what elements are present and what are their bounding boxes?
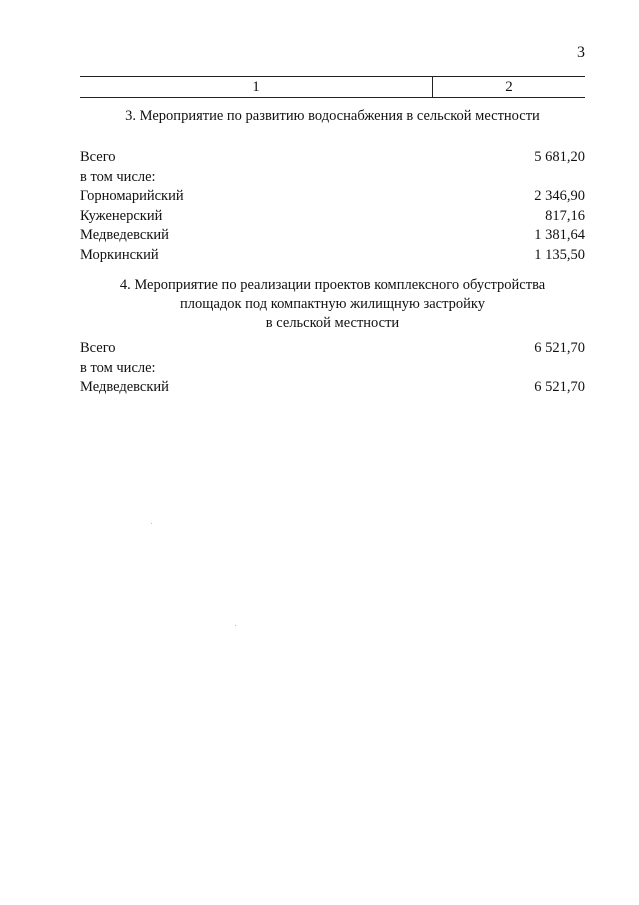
- table-row: [80, 168, 585, 188]
- row-label: Медведевский: [80, 379, 169, 395]
- table-row: [80, 246, 585, 266]
- row-value: 1 381,64: [534, 227, 585, 243]
- row-value: 2 346,90: [534, 188, 585, 204]
- row-value: 1 135,50: [534, 246, 585, 263]
- table-row: [80, 359, 585, 379]
- row-label: Моркинский: [80, 246, 159, 263]
- row-value: 5 681,20: [534, 149, 585, 165]
- table-row: [80, 187, 585, 207]
- section-title-line: площадок под компактную жилищную застройку: [180, 296, 485, 312]
- row-label: Горномарийский: [80, 188, 184, 204]
- table-column-header: [80, 76, 585, 98]
- row-label: Медведевский: [80, 227, 169, 243]
- section-title: 3. Мероприятие по развитию водоснабжения в сельской местности: [125, 108, 540, 124]
- section-title-line: в сельской местности: [265, 315, 400, 331]
- table-row: [80, 207, 585, 227]
- column-header-1: 1: [80, 77, 433, 97]
- section-title-line: 4. Мероприятие по реализации проектов комплексного обустройства: [119, 277, 546, 293]
- row-label: в том числе:: [80, 168, 156, 185]
- row-label: Всего: [80, 149, 116, 165]
- row-label: Куженерский: [80, 207, 163, 224]
- scan-speck: [151, 523, 152, 524]
- column-header-2: 2: [505, 78, 513, 95]
- section-water-supply: [80, 107, 585, 265]
- table-row: [80, 378, 585, 398]
- section-site-development: [80, 276, 585, 398]
- page-number: 3: [577, 44, 585, 61]
- scan-speck: [235, 625, 236, 626]
- table-row: [80, 339, 585, 359]
- row-label: в том числе:: [80, 359, 156, 376]
- table-row: [80, 148, 585, 168]
- row-value: 817,16: [545, 207, 585, 224]
- row-label: Всего: [80, 340, 116, 356]
- row-value: 6 521,70: [534, 379, 585, 395]
- table-row: [80, 226, 585, 246]
- row-value: 6 521,70: [534, 340, 585, 356]
